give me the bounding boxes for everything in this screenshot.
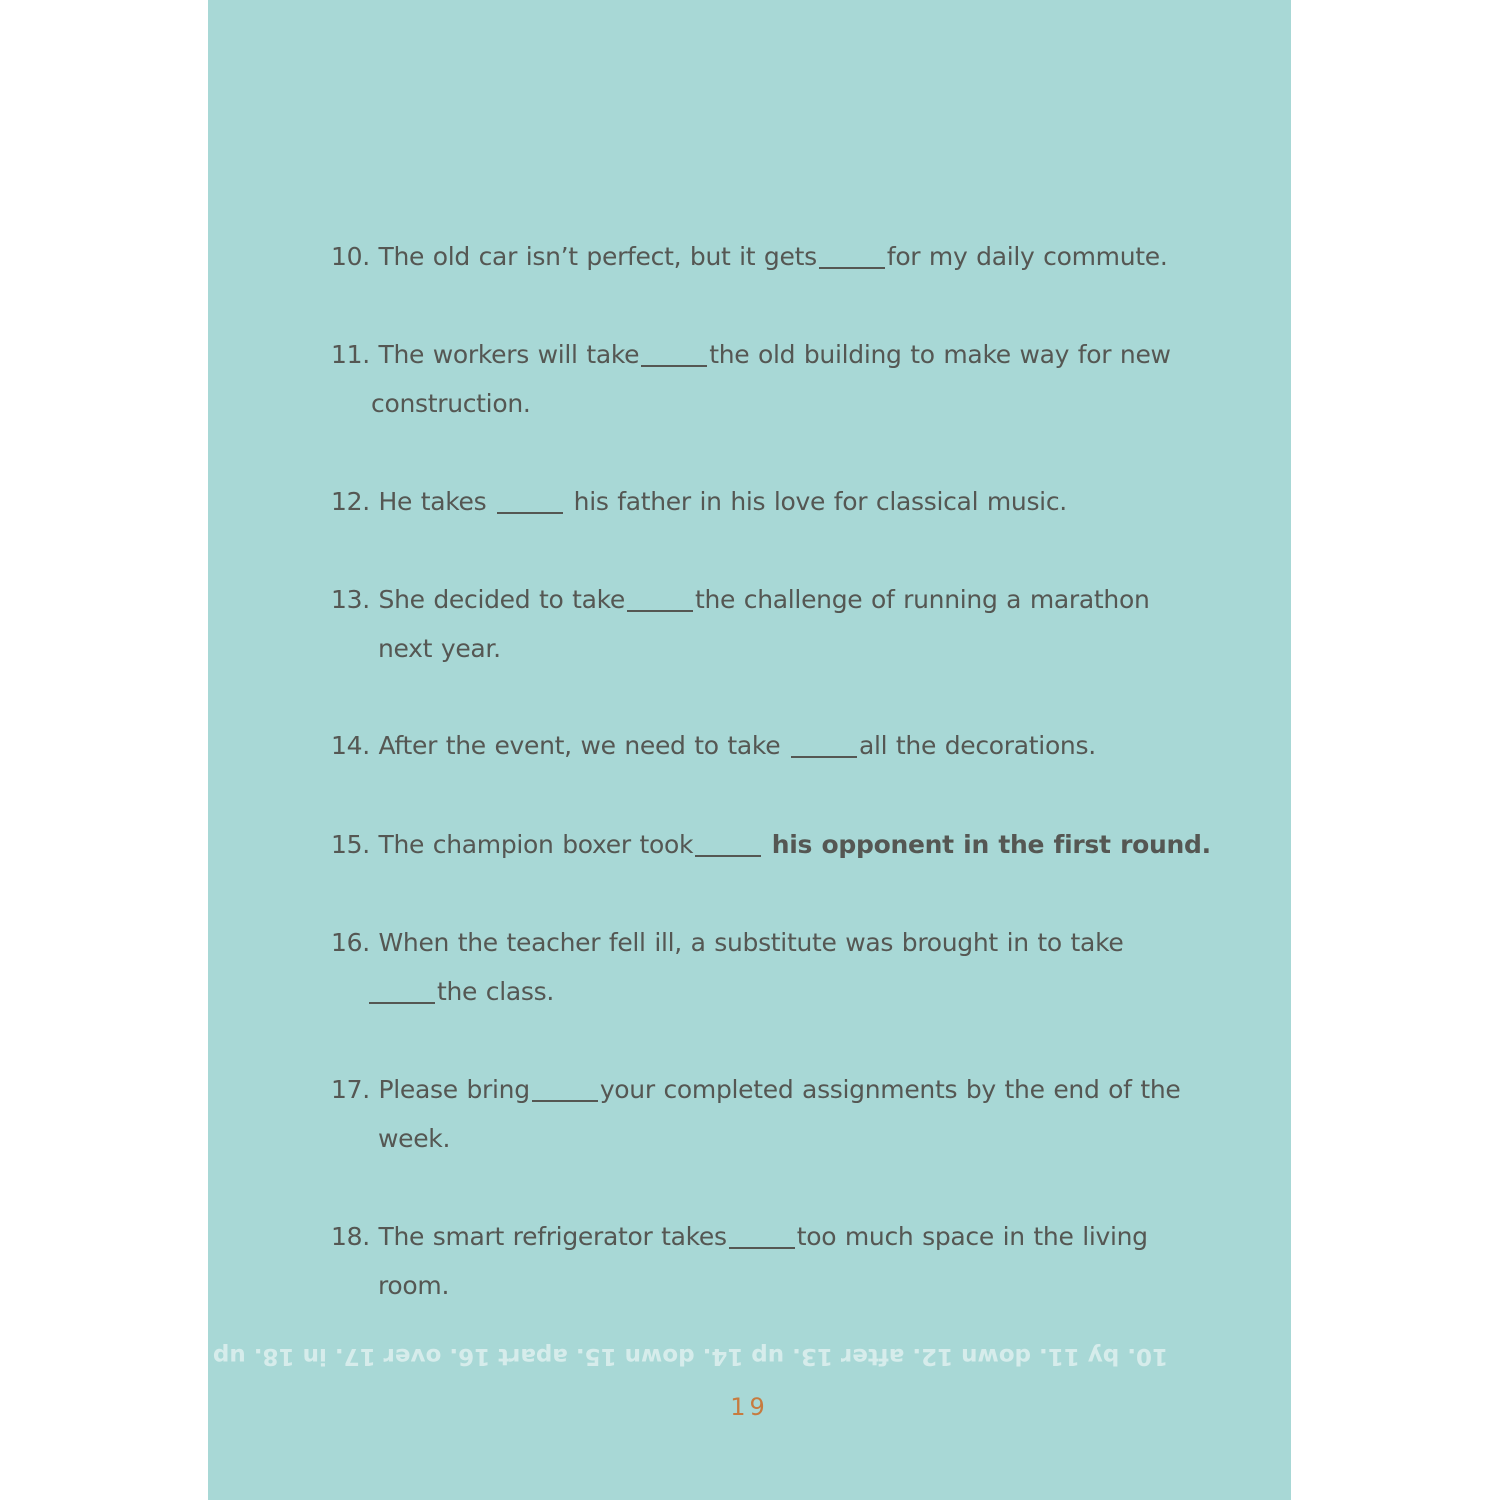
answer-blank [791,756,857,758]
answer-blank [819,267,885,269]
question-number: 17. [331,1075,370,1104]
question-16 [331,918,1171,1016]
question-text-before: The champion boxer took [378,830,694,859]
question-text-continued: construction. [371,389,531,418]
upside-down-answer-key: 10. by 11. down 12. after 13. up 14. down 15. apart 16. over 17. in 18. up [212,1343,1168,1369]
question-18 [331,1212,1171,1310]
question-number: 18. [331,1222,370,1251]
question-text-after: the class. [437,977,554,1006]
answer-blank [641,365,707,367]
answer-blank [695,855,761,857]
question-text-continued: room. [378,1271,450,1300]
question-number: 11. [331,340,370,369]
answer-blank [532,1100,598,1102]
question-text-continued: next year. [378,634,501,663]
question-number: 12. [331,487,370,516]
question-text-before: Please bring [378,1075,530,1104]
question-15 [331,820,1211,869]
answer-blank [627,610,693,612]
question-number: 16. [331,928,370,957]
question-text-after: too much space in the living [796,1222,1148,1251]
question-number: 13. [331,585,370,614]
question-text-before: He takes [378,487,487,516]
answer-blank [729,1247,795,1249]
question-number: 15. [331,830,370,859]
question-text-after: his opponent in the first round. [771,830,1211,859]
question-text-before: After the event, we need to take [378,731,781,760]
question-text-continued: week. [378,1124,451,1153]
question-text-before: The smart refrigerator takes [378,1222,727,1251]
question-text-before: The workers will take [378,340,640,369]
question-continued-line [331,967,1171,1016]
question-12 [331,477,1171,526]
question-text-after: for my daily commute. [886,242,1168,271]
question-number: 14. [331,731,370,760]
question-text-before: She decided to take [378,585,625,614]
question-text-after: all the decorations. [858,731,1096,760]
question-11 [331,330,1171,428]
page-number: 19 [730,1393,769,1421]
answer-blank [369,1002,435,1004]
question-text-before: The old car isn’t perfect, but it gets [378,242,817,271]
answer-blank [497,512,563,514]
question-14 [331,721,1171,770]
question-text-after: the challenge of running a marathon [695,585,1150,614]
question-text-after: the old building to make way for new [709,340,1171,369]
question-10 [331,232,1171,281]
question-text-after: your completed assignments by the end of the [599,1075,1181,1104]
question-17 [331,1065,1181,1163]
worksheet-page [208,0,1291,1500]
question-text-before: When the teacher fell ill, a substitute was brought in to take [378,928,1124,957]
question-text-after: his father in his love for classical music. [573,487,1067,516]
question-13 [331,575,1171,673]
question-number: 10. [331,242,370,271]
